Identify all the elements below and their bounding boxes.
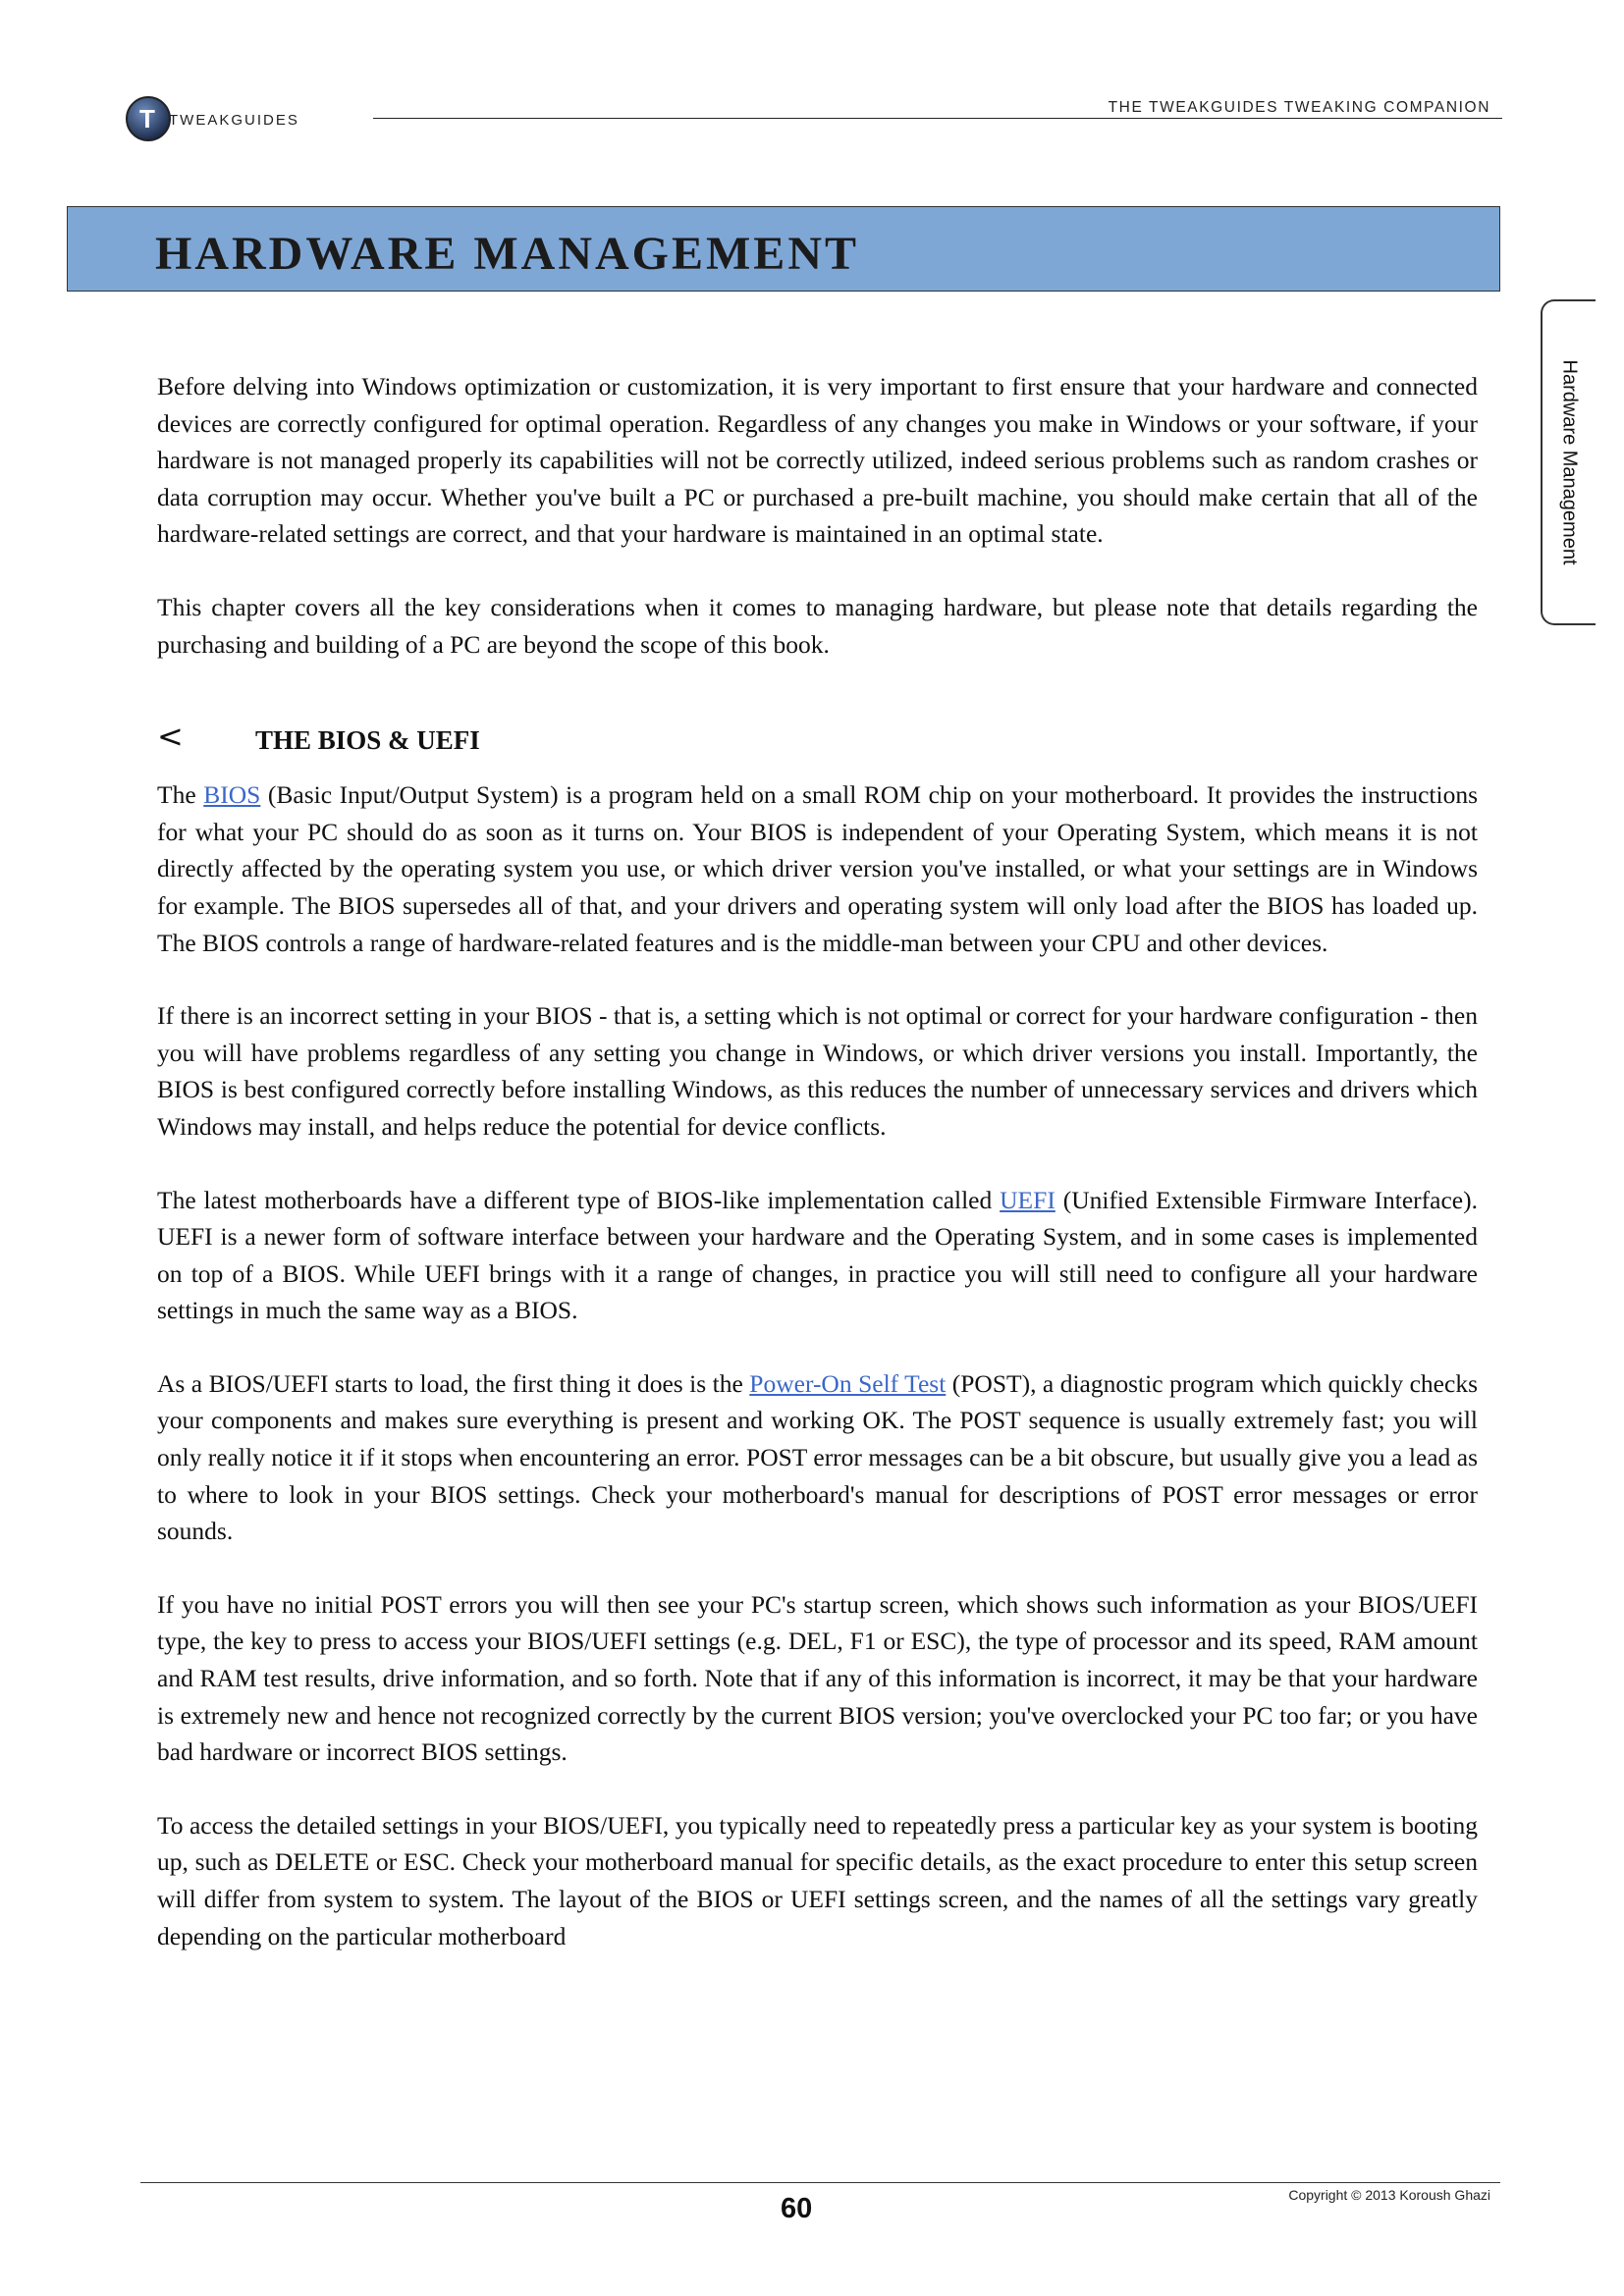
tweakguides-logo [124,94,369,143]
footer-rule [140,2182,1500,2183]
intro-paragraph-2: This chapter covers all the key considerations when it comes to managing hardware, but please note that details regarding the purchasing and building of a PC are beyond the scope of this book. [157,592,1478,659]
logo-wordmark: TWEAKGUIDES [169,112,299,129]
chapter-title: HARDWARE MANAGEMENT [155,228,859,280]
side-tab-label: Hardware Management [1558,359,1581,565]
intro-paragraph-1: Before delving into Windows optimization or customization, it is very important to first ensure that your hardware and connected devices are correctly configured for optimal operation. Regardless of any changes you make in Windows or your software, if your hardware is not managed properly its capabilities will not be correctly utilized, indeed serious problems such as random crashes or data corruption may occur. Whether you've built a PC or purchased a pre-built machine, you should make certain that all of the hardware-related settings are correct, and that your hardware is maintained in an optimal state. [157,372,1478,549]
page-number: 60 [781,2193,813,2224]
uefi-link[interactable]: UEFI [1000,1185,1056,1214]
copyright-notice: Copyright © 2013 Koroush Ghazi [1288,2187,1490,2203]
chapter-banner [67,206,1500,292]
section-heading [157,718,1478,761]
paragraph-uefi: The latest motherboards have a different type of BIOS-like implementation called UEFI (Unified Extensible Firmware Interface). UEFI is a newer form of software interface between your hardware and the Operating System, and in some cases is implemented on top of a BIOS. While UEFI brings with it a range of changes, in practice you will still need to configure all your hardware settings in much the same way as a BIOS. [157,1185,1478,1325]
running-head: THE TWEAKGUIDES TWEAKING COMPANION [1108,99,1490,116]
header-rule [373,118,1502,119]
paragraph-bios: The BIOS (Basic Input/Output System) is a program held on a small ROM chip on your motherboard. It provides the instructions for what your PC should do as soon as it turns on. Your BIOS is independent of your Operating System, which means it is not directly affected by the operating system you use, or which driver version you've installed, or what your settings are in Windows for example. The BIOS supersedes all of that, and your drivers and operating system will only load after the BIOS has loaded up. The BIOS controls a range of hardware-related features and is the middle-man between your CPU and other devices. [157,780,1478,957]
paragraph-post: As a BIOS/UEFI starts to load, the first thing it does is the Power-On Self Test (POST), a diagnostic program which quickly checks your components and makes sure everything is present and working OK. The POST sequence is usually extremely fast; you will only really notice it if it stops when encountering an error. POST error messages can be a bit obscure, but usually give you a lead as to where to look in your BIOS settings. Check your motherboard's manual for descriptions of POST error messages or error sounds. [157,1368,1478,1546]
svg-text:T: T [139,104,155,133]
section-title: THE BIOS & UEFI [255,725,480,756]
page-content [157,368,1478,1991]
paragraph-access-settings: To access the detailed settings in your BIOS/UEFI, you typically need to repeatedly press a particular key as your system is booting up, such as DELETE or ESC. Check your motherboard manual for specific details, as the exact procedure to enter this setup screen will differ from system to system. The layout of the BIOS or UEFI settings screen, and the names of all the settings vary greatly depending on the particular motherboard [157,1810,1478,1950]
paragraph-incorrect-setting: If there is an incorrect setting in your BIOS - that is, a setting which is not optimal or correct for your hardware configuration - then you will have problems regardless of any setting you change in Windows, or which driver versions you install. Importantly, the BIOS is best configured correctly before installing Windows, as this reduces the number of unnecessary services and drivers which Windows may install, and helps reduce the potential for device conflicts. [157,1001,1478,1141]
chapter-side-tab[interactable] [1541,299,1596,625]
paragraph-startup-screen: If you have no initial POST errors you will then see your PC's startup screen, which shows such information as your BIOS/UEFI type, the key to press to access your BIOS/UEFI settings (e.g. DEL, F1 or ESC), the type of processor and its speed, RAM amount and RAM test results, drive information, and so forth. Note that if any of this information is incorrect, it may be that your hardware is extremely new and hence not recognized correctly by the current BIOS version; you've overclocked your PC too far; or you have bad hardware or incorrect BIOS settings. [157,1589,1478,1767]
bios-link[interactable]: BIOS [203,780,261,810]
chevron-left-icon: < [157,718,184,756]
post-link[interactable]: Power-On Self Test [749,1368,947,1398]
